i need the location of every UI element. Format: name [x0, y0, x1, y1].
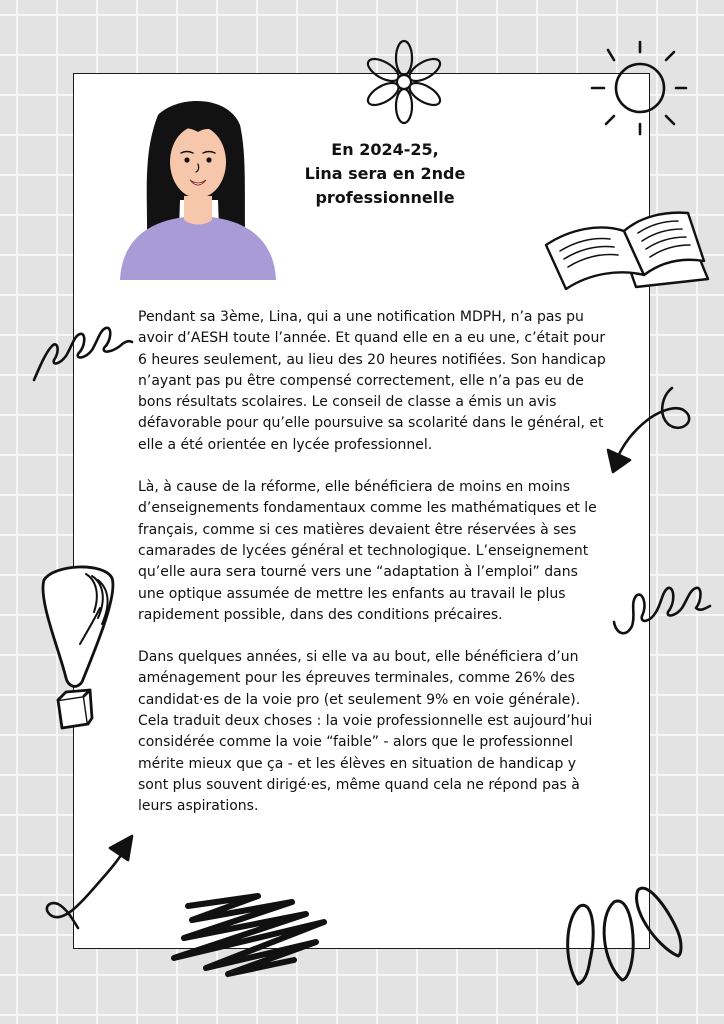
swirl-arrow-icon: [38, 832, 138, 932]
petals-icon: [560, 876, 700, 988]
paragraph-3: Dans quelques années, si elle va au bout, elle bénéficiera d’un aménagement pour les épreuves terminales, comme 26% des candidat·es de la voie pro (et seulement 9% en voie générale). Cela traduit deux choses : la voie professionnelle est aujourd’hui considérée comme la voie “faible” - alors que le professionnel mérite mieux que ça - et les élèves en situation de handicap y sont plus souvent dirigé·es, même quand cela ne répond pas à leurs aspirations.: [138, 649, 593, 815]
paragraph-2: Là, à cause de la réforme, elle bénéficiera de moins en moins d’enseignements fondamentaux comme les mathématiques et le français, comme si ces matières devaient être réservées à ses camarades de lycées général et technologique. L’enseignement qu’elle aura sera tourné vers une “adaptation à l’emploi” dans une optique assumée de mettre les enfants au travail le plus rapidement possible, dans des conditions précaires.: [138, 479, 597, 623]
title-line-1: En 2024-25,: [331, 140, 439, 159]
loop-scribble-right-icon: [610, 578, 714, 648]
sun-icon: [584, 36, 690, 140]
girl-portrait-illustration: [118, 100, 278, 280]
open-book-icon: [540, 205, 716, 303]
title-line-3: professionnelle: [315, 188, 455, 207]
curved-arrow-icon: [600, 384, 700, 480]
loop-scribble-icon: [30, 316, 134, 386]
exclamation-icon: [34, 560, 120, 736]
scribble-icon: [166, 886, 336, 982]
page-title: [290, 138, 480, 210]
paragraph-1: Pendant sa 3ème, Lina, qui a une notification MDPH, n’a pas pu avoir d’AESH toute l’année. Et quand elle en a eu une, c’était pour 6 heures seulement, au lieu des 20 heures notifiées. Son handicap n’ayant pas pu être compensé correctement, elle n’a pas eu de bons résultats scolaires. Le conseil de classe a émis un avis défavorable pour qu’elle poursuive sa scolarité dans le général, et elle a été orientée en lycée professionnel.: [138, 309, 606, 453]
flower-icon: [362, 36, 446, 128]
title-line-2: Lina sera en 2nde: [304, 164, 466, 183]
article-body: [138, 307, 608, 839]
